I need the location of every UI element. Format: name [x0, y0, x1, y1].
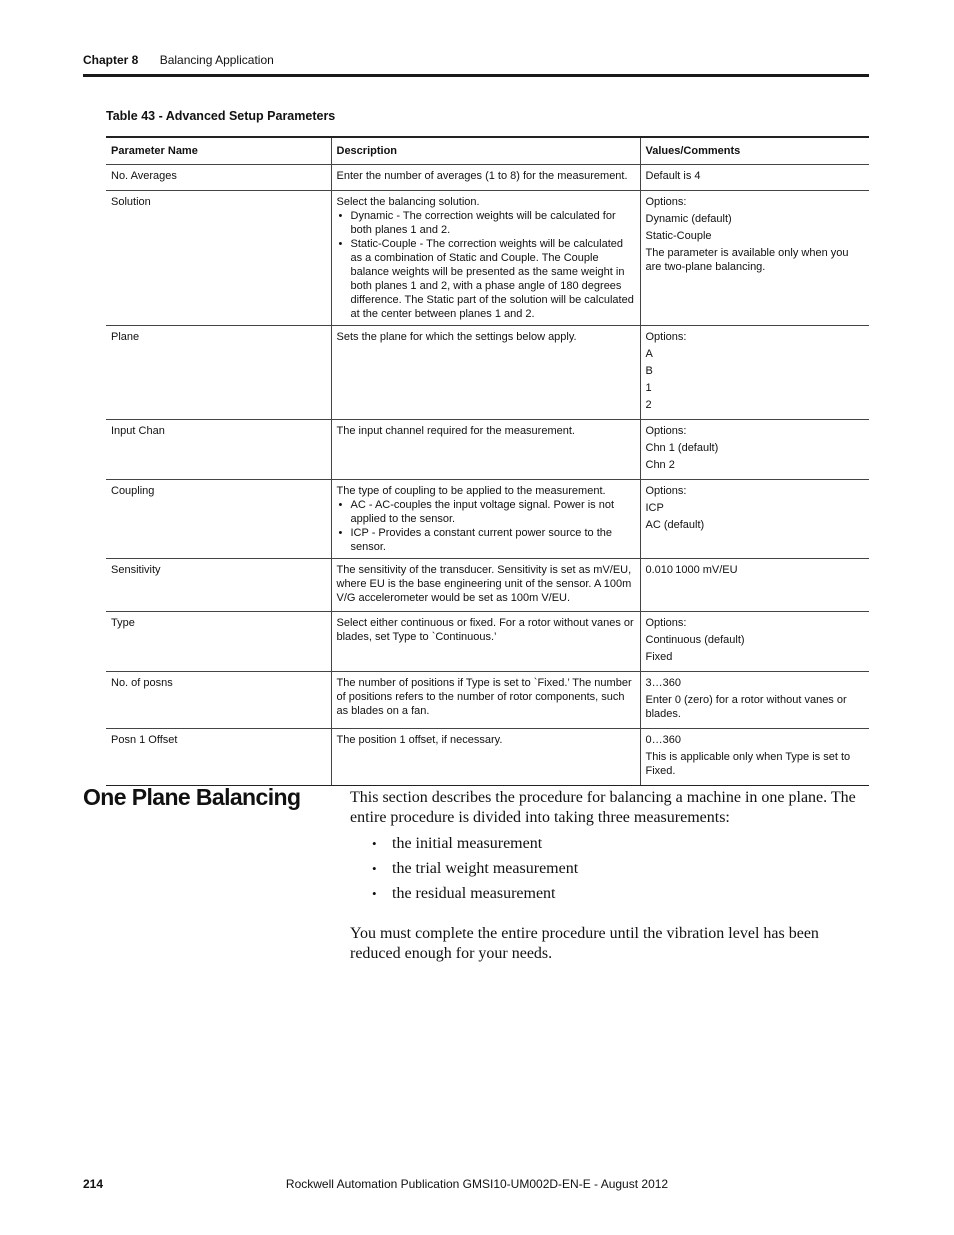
list-item: • Dynamic - The correction weights will be calculated for both planes 1 and 2.: [351, 209, 635, 237]
value-line: This is applicable only when Type is set to Fixed.: [645, 751, 851, 777]
value-line: Dynamic (default): [645, 213, 732, 225]
value-line: 3…360: [645, 677, 681, 689]
description-text: The number of positions if Type is set to `Fixed.’ The number of positions refers to the number of rotor components, such as blades on a fan.: [336, 677, 632, 717]
description-cell: [331, 559, 640, 612]
values-cell: [640, 612, 869, 672]
value-line: A: [645, 348, 653, 360]
values-cell: [640, 165, 869, 191]
list-item: • the residual measurement: [350, 884, 865, 909]
value-line: 0.010 1000 mV/EU: [645, 564, 738, 576]
table-row: [106, 191, 869, 326]
value-line: 0…360: [645, 734, 681, 746]
table-row: [106, 165, 869, 191]
value-line: Static-Couple: [645, 230, 712, 242]
values-cell: [640, 729, 869, 786]
values-cell: [640, 480, 869, 559]
table-row: [106, 480, 869, 559]
description-cell: [331, 729, 640, 786]
table-row: [106, 729, 869, 786]
description-text: Select either continuous or fixed. For a rotor without vanes or blades, set Type to `Continuous.’: [336, 617, 634, 643]
column-header-description: Description: [331, 137, 640, 165]
table-row: [106, 326, 869, 420]
list-item: • the initial measurement: [350, 834, 865, 859]
parameter-name-cell: No. Averages: [106, 165, 331, 191]
parameter-name-cell: Coupling: [106, 480, 331, 559]
description-text: The sensitivity of the transducer. Sensitivity is set as mV/EU, where EU is the base engineering unit of the sensor. A 100m V/G accelerometer would be set as 100m V/EU.: [336, 564, 632, 604]
value-line: Options:: [645, 617, 687, 629]
section-heading: One Plane Balancing: [83, 784, 301, 810]
table-row: [106, 559, 869, 612]
parameter-name-cell: Plane: [106, 326, 331, 420]
value-line: Enter 0 (zero) for a rotor without vanes or blades.: [645, 694, 847, 720]
value-line: 2: [645, 399, 652, 411]
list-item: • the trial weight measurement: [350, 859, 865, 884]
description-cell: [331, 672, 640, 729]
value-line: Options:: [645, 425, 687, 437]
section-body: [350, 788, 865, 964]
description-text: The input channel required for the measurement.: [336, 425, 575, 437]
table-row: [106, 612, 869, 672]
parameter-name-cell: Solution: [106, 191, 331, 326]
description-cell: [331, 480, 640, 559]
list-item: • Static-Couple - The correction weights will be calculated as a combination of Static and Couple. The Couple balance weights will be presented as the same weight in both planes 1 and 2, with a phase angle of 180 degrees difference. The Static part of the solution will be calculated at the center between planes 1 and 2.: [351, 237, 635, 321]
description-bullets: [337, 498, 635, 554]
page-number: 214: [83, 1177, 104, 1191]
description-cell: [331, 165, 640, 191]
value-line: Chn 1 (default): [645, 442, 719, 454]
table-row: [106, 420, 869, 480]
values-cell: [640, 420, 869, 480]
value-line: Options:: [645, 331, 687, 343]
running-header: [83, 53, 274, 67]
value-line: Fixed: [645, 651, 673, 663]
advanced-setup-parameters-table: [106, 136, 869, 786]
section-closing: You must complete the entire procedure until the vibration level has been reduced enough for your needs.: [350, 925, 819, 962]
description-cell: [331, 191, 640, 326]
values-cell: [640, 191, 869, 326]
value-line: 1: [645, 382, 652, 394]
description-cell: [331, 420, 640, 480]
values-cell: [640, 326, 869, 420]
table-row: [106, 672, 869, 729]
column-header-values-comments: Values/Comments: [640, 137, 869, 165]
column-header-parameter-name: Parameter Name: [106, 137, 331, 165]
header-rule: [83, 74, 869, 77]
list-item: • ICP - Provides a constant current power source to the sensor.: [351, 526, 635, 554]
chapter-title: Balancing Application: [159, 53, 274, 67]
value-line: Options:: [645, 485, 687, 497]
value-line: The parameter is available only when you are two-plane balancing.: [645, 247, 849, 273]
description-cell: [331, 612, 640, 672]
description-text: Enter the number of averages (1 to 8) for the measurement.: [336, 170, 628, 182]
value-line: Default is 4: [645, 170, 701, 182]
value-line: AC (default): [645, 519, 705, 531]
table-header-row: [106, 137, 869, 165]
value-line: ICP: [645, 502, 664, 514]
value-line: Continuous (default): [645, 634, 745, 646]
description-text: Select the balancing solution.: [336, 196, 480, 208]
publication-info: Rockwell Automation Publication GMSI10-UM002D-EN-E - August 2012: [285, 1177, 669, 1191]
description-text: Sets the plane for which the settings below apply.: [336, 331, 577, 343]
values-cell: [640, 559, 869, 612]
description-bullets: [337, 209, 635, 321]
value-line: B: [645, 365, 653, 377]
description-text: The position 1 offset, if necessary.: [336, 734, 503, 746]
chapter-label: Chapter 8: [83, 53, 139, 67]
description-cell: [331, 326, 640, 420]
parameter-name-cell: Sensitivity: [106, 559, 331, 612]
section-intro: This section describes the procedure for balancing a machine in one plane. The entire procedure is divided into taking three measurements:: [350, 789, 856, 826]
parameter-name-cell: Input Chan: [106, 420, 331, 480]
values-cell: [640, 672, 869, 729]
table-caption: Table 43 - Advanced Setup Parameters: [106, 109, 336, 123]
list-item: • AC - AC-couples the input voltage signal. Power is not applied to the sensor.: [351, 498, 635, 526]
value-line: Options:: [645, 196, 687, 208]
parameter-name-cell: Posn 1 Offset: [106, 729, 331, 786]
description-text: The type of coupling to be applied to the measurement.: [336, 485, 606, 497]
parameter-name-cell: No. of posns: [106, 672, 331, 729]
value-line: Chn 2: [645, 459, 675, 471]
parameter-name-cell: Type: [106, 612, 331, 672]
measurement-list: [350, 834, 865, 909]
